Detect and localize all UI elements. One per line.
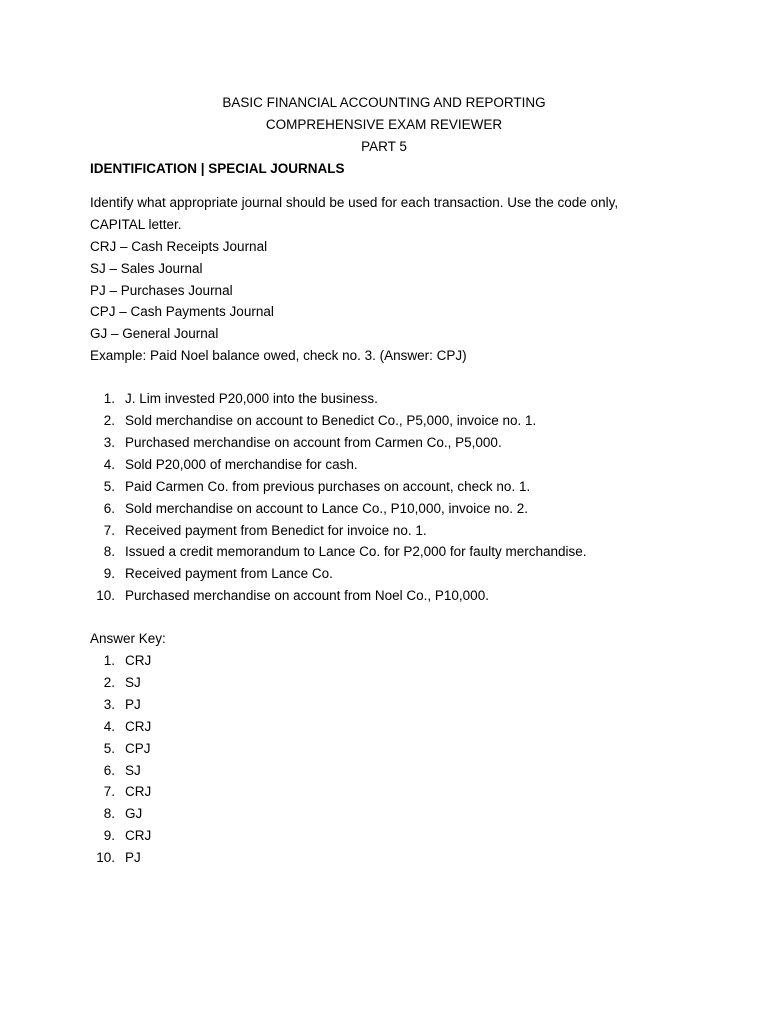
question-item	[90, 434, 502, 452]
instructions-line-2: CAPITAL letter.	[90, 217, 182, 232]
answer-text: SJ	[125, 675, 141, 690]
answer-number: 10.	[96, 850, 115, 865]
document-title-line-2: COMPREHENSIVE EXAM REVIEWER	[265, 117, 503, 132]
question-text: Sold merchandise on account to Lance Co., P10,000, invoice no. 2.	[125, 501, 529, 516]
answer-number: 8.	[103, 806, 115, 821]
question-number: 6.	[103, 501, 115, 516]
answer-item	[90, 718, 151, 736]
section-heading: IDENTIFICATION | SPECIAL JOURNALS	[90, 161, 345, 176]
answer-text: PJ	[125, 850, 141, 865]
code-line: SJ – Sales Journal	[90, 261, 203, 276]
question-number: 1.	[103, 391, 115, 406]
question-text: J. Lim invested P20,000 into the business.	[125, 391, 378, 406]
question-text: Purchased merchandise on account from Noel Co., P10,000.	[125, 588, 489, 603]
question-text: Paid Carmen Co. from previous purchases on account, check no. 1.	[125, 479, 531, 494]
question-number: 2.	[103, 413, 115, 428]
answer-text: PJ	[125, 697, 141, 712]
answer-text: CRJ	[125, 784, 152, 799]
question-number: 10.	[96, 588, 115, 603]
answer-number: 1.	[103, 653, 115, 668]
answer-item	[90, 783, 151, 801]
question-text: Sold P20,000 of merchandise for cash.	[125, 457, 358, 472]
question-text: Issued a credit memorandum to Lance Co. for P2,000 for faulty merchandise.	[125, 544, 587, 559]
answer-number: 7.	[103, 784, 115, 799]
answer-text: CRJ	[125, 719, 152, 734]
answer-item	[90, 762, 141, 780]
question-number: 3.	[103, 435, 115, 450]
answer-item	[90, 696, 141, 714]
answer-item	[90, 827, 151, 845]
question-number: 9.	[103, 566, 115, 581]
instructions-line-1: Identify what appropriate journal should be used for each transaction. Use the code only,	[90, 195, 619, 210]
answer-text: CRJ	[125, 653, 152, 668]
document-title-line-3: PART 5	[361, 139, 407, 154]
question-text: Sold merchandise on account to Benedict Co., P5,000, invoice no. 1.	[125, 413, 537, 428]
question-number: 8.	[103, 544, 115, 559]
answer-item	[90, 849, 141, 867]
question-item	[90, 587, 489, 605]
code-line: CPJ – Cash Payments Journal	[90, 304, 274, 319]
answer-item	[90, 805, 142, 823]
code-line: GJ – General Journal	[90, 326, 219, 341]
question-item	[90, 522, 427, 540]
code-line: CRJ – Cash Receipts Journal	[90, 239, 268, 254]
question-text: Purchased merchandise on account from Carmen Co., P5,000.	[125, 435, 502, 450]
question-number: 5.	[103, 479, 115, 494]
answer-text: GJ	[125, 806, 143, 821]
answer-item	[90, 740, 151, 758]
answer-number: 3.	[103, 697, 115, 712]
question-text: Received payment from Benedict for invoice no. 1.	[125, 523, 427, 538]
question-item	[90, 390, 378, 408]
answer-number: 2.	[103, 675, 115, 690]
question-item	[90, 412, 536, 430]
question-item	[90, 478, 530, 496]
question-number: 4.	[103, 457, 115, 472]
question-item	[90, 500, 528, 518]
example-line: Example: Paid Noel balance owed, check no. 3. (Answer: CPJ)	[90, 348, 467, 363]
answer-text: CRJ	[125, 828, 152, 843]
answer-item	[90, 652, 151, 670]
document-title-line-1: BASIC FINANCIAL ACCOUNTING AND REPORTING	[222, 95, 546, 110]
answer-key-label: Answer Key:	[90, 631, 166, 646]
answer-number: 9.	[103, 828, 115, 843]
answer-text: CPJ	[125, 741, 151, 756]
answer-number: 4.	[103, 719, 115, 734]
question-item	[90, 456, 358, 474]
answer-number: 6.	[103, 763, 115, 778]
question-item	[90, 565, 333, 583]
code-line: PJ – Purchases Journal	[90, 283, 233, 298]
answer-item	[90, 674, 141, 692]
question-item	[90, 543, 587, 561]
answer-number: 5.	[103, 741, 115, 756]
question-number: 7.	[103, 523, 115, 538]
question-text: Received payment from Lance Co.	[125, 566, 333, 581]
answer-text: SJ	[125, 763, 141, 778]
